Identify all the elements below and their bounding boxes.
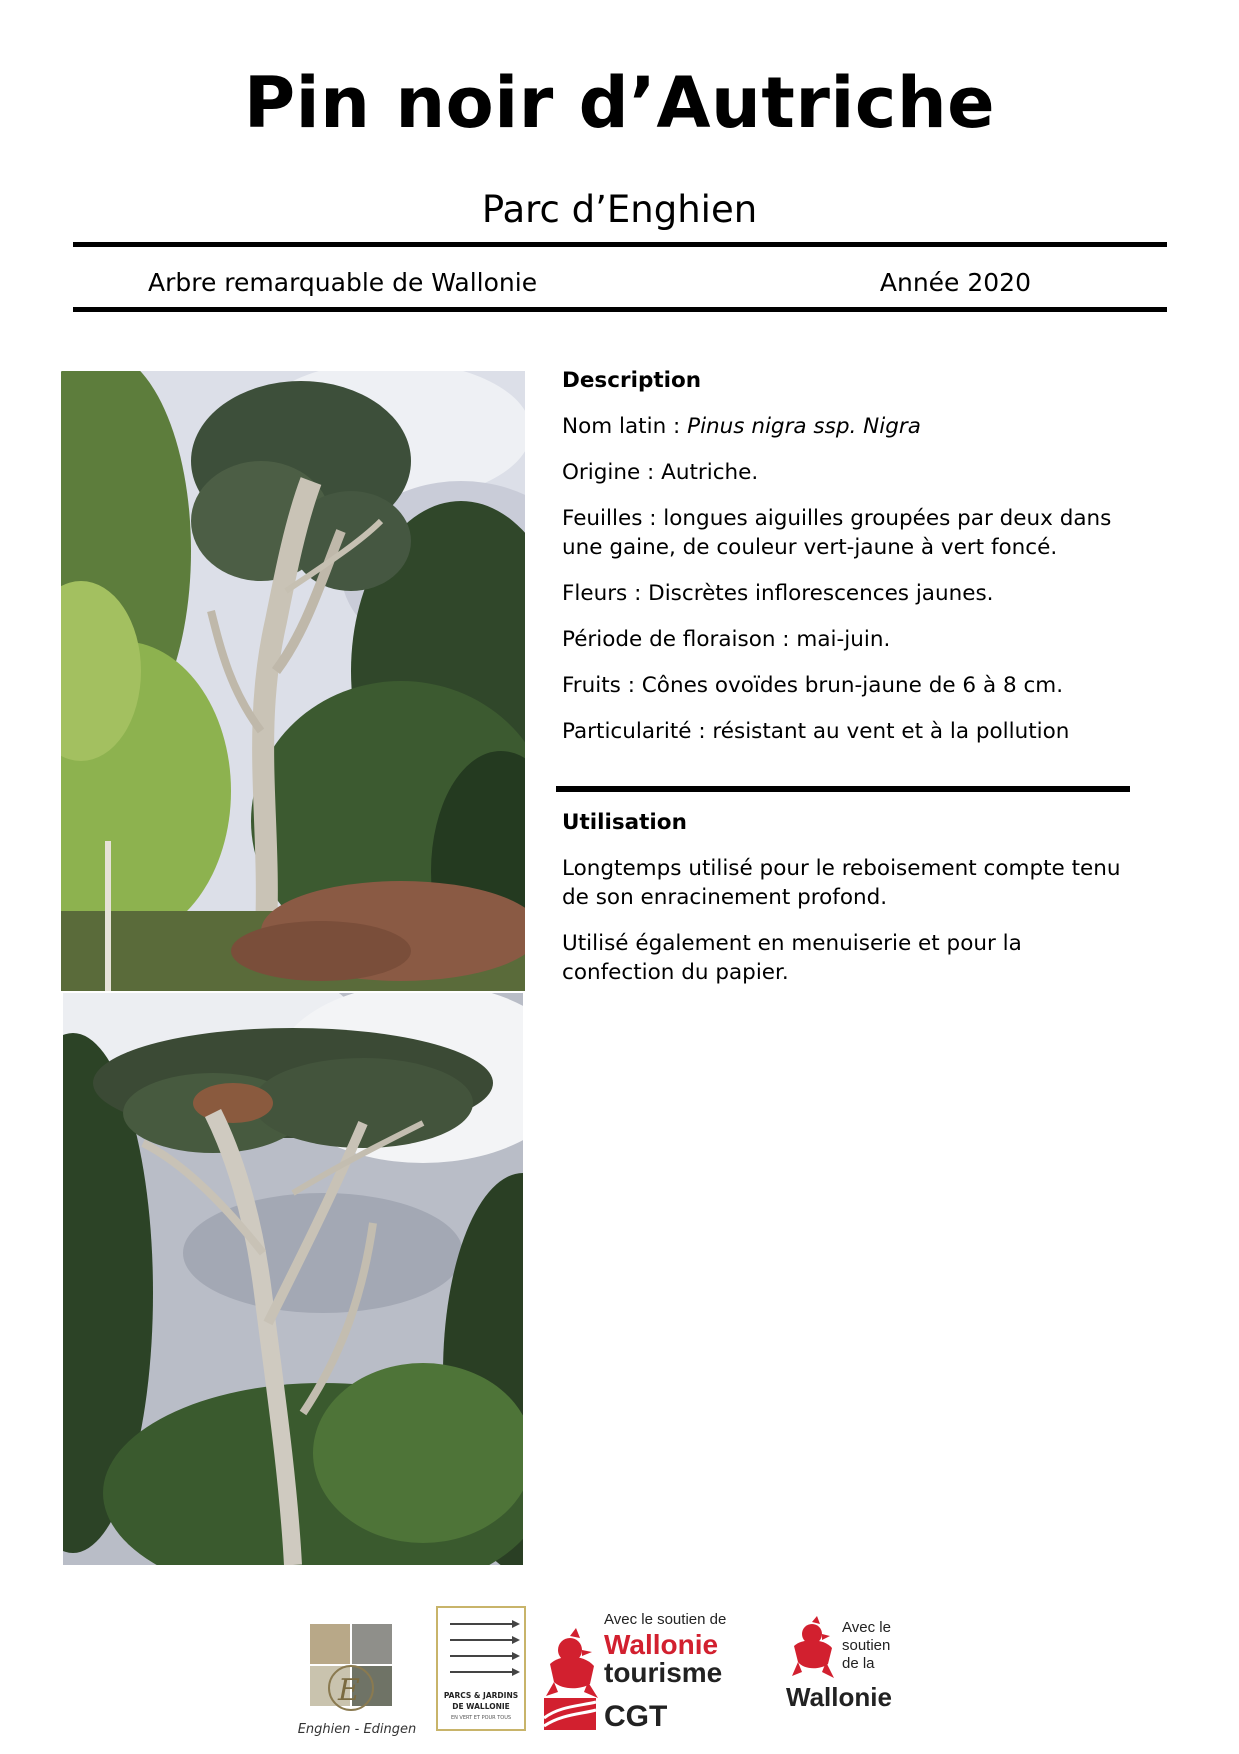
parcs-logo-line2: DE WALLONIE — [452, 1702, 510, 1711]
tree-category-label: Arbre remarquable de Wallonie — [148, 268, 538, 297]
latin-name — [562, 412, 1122, 441]
usage-paragraph-2: Utilisé également en menuiserie et pour la confection du papier. — [562, 931, 1022, 985]
particularity: Particularité : résistant au vent et à la pollution — [562, 719, 1070, 744]
tree-photo-trunk — [61, 371, 525, 991]
wt-support-text: Avec le soutien de — [604, 1611, 727, 1628]
enghien-logo — [292, 1606, 422, 1736]
description-heading: Description — [562, 368, 702, 393]
flowering-period: Période de floraison : mai-juin. — [562, 627, 891, 652]
origin: Origine : Autriche. — [562, 460, 759, 485]
page-title: Pin noir d’Autriche — [243, 62, 996, 144]
parcs-logo-line3: EN VERT ET POUR TOUS — [450, 1715, 512, 1721]
latin-name-value: Pinus nigra ssp. Nigra — [687, 414, 921, 439]
wt-brand-line2: tourisme — [604, 1657, 723, 1688]
parcs-logo-line1: PARCS & JARDINS — [443, 1691, 519, 1700]
usage-section — [562, 808, 1122, 1004]
top-divider — [73, 242, 1167, 247]
tree-photo-crown — [63, 993, 523, 1565]
wal-line2: soutien — [842, 1637, 891, 1654]
section-divider — [556, 786, 1130, 792]
wal-line3: de la — [842, 1655, 875, 1672]
description-section — [562, 366, 1122, 763]
rooster-icon — [546, 1628, 598, 1698]
wt-brand-line1: Wallonie — [604, 1629, 719, 1660]
flowers: Fleurs : Discrètes inflorescences jaunes. — [562, 581, 994, 606]
page-subtitle: Parc d’Enghien — [481, 188, 758, 231]
parcs-jardins-logo — [436, 1606, 526, 1736]
wallonie-rooster-icon — [792, 1616, 834, 1678]
usage-paragraph-1: Longtemps utilisé pour le reboisement compte tenu de son enracinement profond. — [562, 856, 1121, 910]
wal-brand: Wallonie — [786, 1682, 892, 1712]
enghien-logo-text: Enghien - Edingen — [297, 1722, 417, 1736]
usage-heading: Utilisation — [562, 810, 687, 835]
svg-text:E: E — [338, 1673, 360, 1708]
latin-name-label: Nom latin : — [562, 414, 688, 439]
wallonie-logo — [784, 1606, 914, 1736]
leaves: Feuilles : longues aiguilles groupées par deux dans une gaine, de couleur vert-jaune à vert foncé. — [562, 506, 1112, 560]
year-label: Année 2020 — [879, 268, 1031, 297]
wal-line1: Avec le — [842, 1619, 891, 1636]
wt-cgt-text: CGT — [604, 1700, 668, 1733]
header-divider — [73, 307, 1167, 312]
wallonie-tourisme-logo — [540, 1606, 740, 1736]
fruits: Fruits : Cônes ovoïdes brun-jaune de 6 à 8 cm. — [562, 673, 1064, 698]
